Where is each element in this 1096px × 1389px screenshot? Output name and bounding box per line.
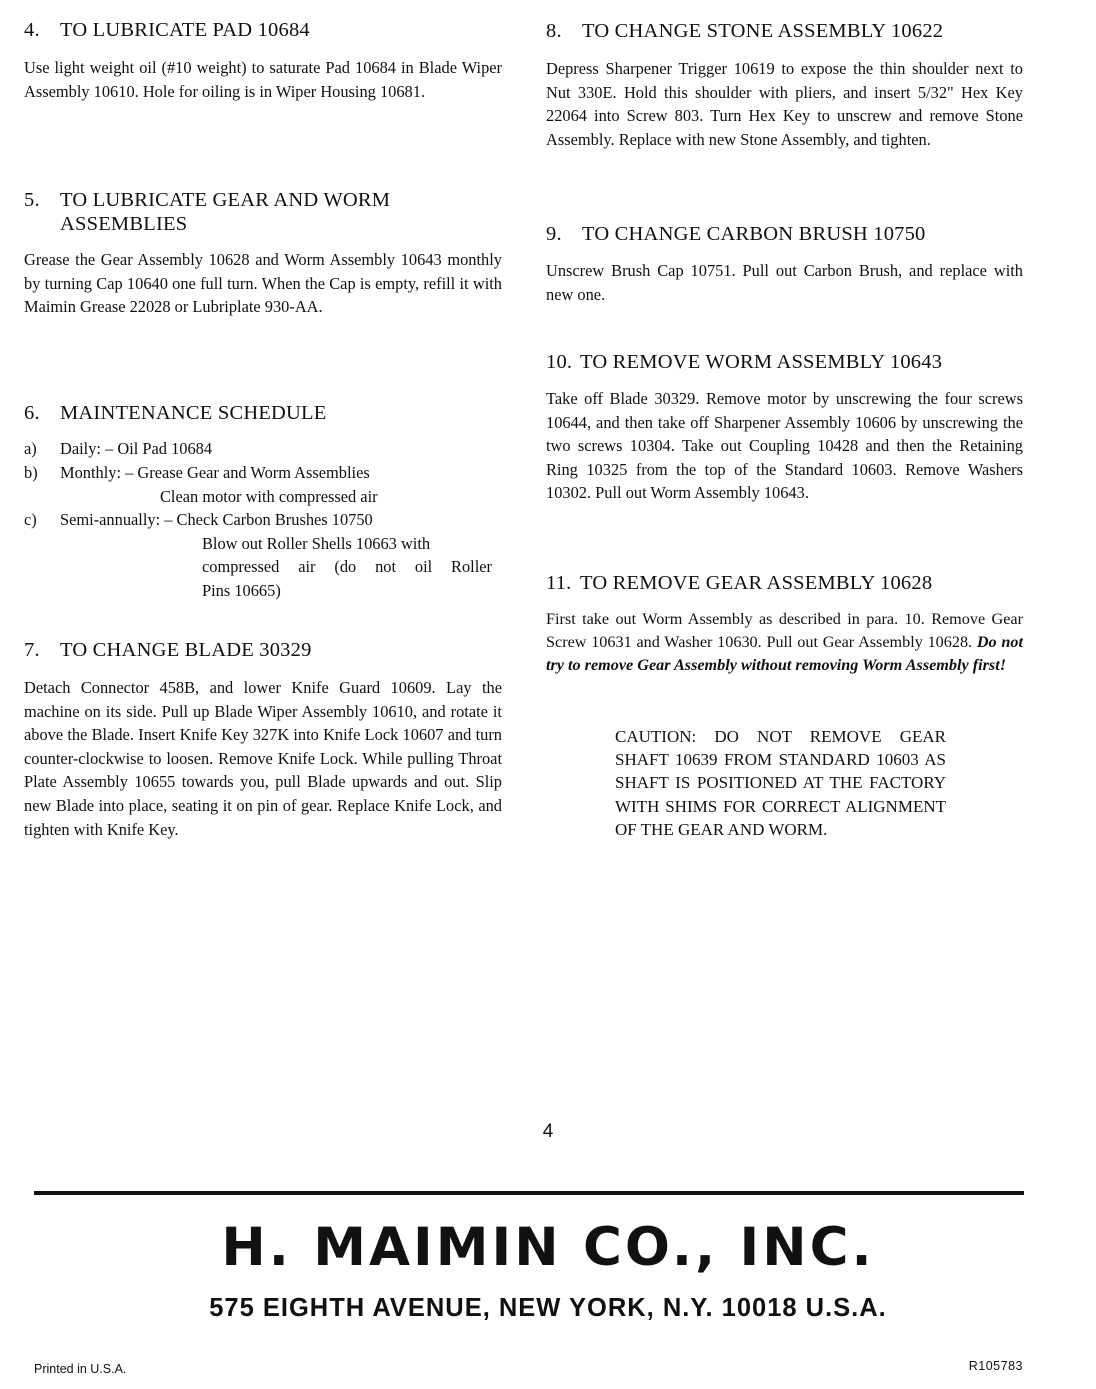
company-address: 575 EIGHTH AVENUE, NEW YORK, N.Y. 10018 U.S.A. bbox=[209, 1294, 887, 1322]
section-7-body: Detach Connector 458B, and lower Knife Guard 10609. Lay the machine on its side. Pull up Blade Wiper Assembly 10610, and rotate it above the Blade. Insert Knife Key 327K into Knife Lock 10607 and turn counter-clockwise to loosen. Remove Knife Lock. While pulling Throat Plate Assembly 10655 towards you, pull Blade upwards and out. Slip new Blade into place, seating it on pin of gear. Replace Knife Lock, and tighten with Knife Key. bbox=[24, 678, 502, 839]
section-5-body: Grease the Gear Assembly 10628 and Worm Assembly 10643 monthly by turning Cap 10640 one full turn. When the Cap is empty, refill it with Maimin Grease 22028 or Lubriplate 930-AA. bbox=[24, 250, 502, 317]
schedule-row-daily: a) Daily: – Oil Pad 10684 bbox=[24, 439, 213, 458]
section-4-heading: 4. TO LUBRICATE PAD 10684 bbox=[24, 19, 310, 41]
section-8 bbox=[546, 19, 1023, 151]
page-number: 4 bbox=[542, 1121, 554, 1142]
schedule-row-semiannual: c) Semi-annually: – Check Carbon Brushes 10750 Blow out Roller Shells 10663 with compressed air (do not oil Roller Pins 10665) bbox=[24, 510, 492, 600]
section-8-heading: 8. TO CHANGE STONE ASSEMBLY 10622 bbox=[546, 20, 944, 42]
company-name: H. MAIMIN CO., INC. bbox=[221, 1217, 875, 1278]
caution-notice: CAUTION: DO NOT REMOVE GEAR SHAFT 10639 FROM STANDARD 10603 AS SHAFT IS POSITIONED AT THE FACTORY WITH SHIMS FOR CORRECT ALIGNMENT OF THE GEAR AND WORM. bbox=[615, 727, 946, 839]
section-11 bbox=[546, 571, 1023, 676]
section-4-body: Use light weight oil (#10 weight) to saturate Pad 10684 in Blade Wiper Assembly 10610. Hole for oiling is in Wiper Housing 10681. bbox=[24, 58, 502, 101]
section-5 bbox=[24, 188, 502, 319]
footer-rule bbox=[34, 1191, 1024, 1195]
section-6 bbox=[24, 401, 502, 603]
section-8-body: Depress Sharpener Trigger 10619 to expose the thin shoulder next to Nut 330E. Hold this shoulder with pliers, and insert 5/32" Hex Key 22064 into Screw 803. Turn Hex Key to unscrew and remove Stone Assembly. Replace with new Stone Assembly, and tighten. bbox=[546, 59, 1023, 149]
section-9 bbox=[546, 222, 1023, 306]
document-code: R105783 bbox=[968, 1359, 1023, 1373]
printed-in-note: Printed in U.S.A. bbox=[34, 1362, 127, 1376]
section-10-body: Take off Blade 30329. Remove motor by unscrewing the four screws 10644, and then take off Sharpener Assembly 10606 by unscrewing the two screws 10304. Take out Coupling 10428 and then the Retaining Ring 10325 from the top of the Standard 10603. Remove Washers 10302. Pull out Worm Assembly 10643. bbox=[546, 389, 1023, 503]
section-11-heading: 11. TO REMOVE GEAR ASSEMBLY 10628 bbox=[546, 572, 933, 594]
section-5-heading: 5. TO LUBRICATE GEAR AND WORM ASSEMBLIES bbox=[24, 189, 391, 235]
section-9-heading: 9. TO CHANGE CARBON BRUSH 10750 bbox=[546, 223, 926, 245]
section-10-heading: 10. TO REMOVE WORM ASSEMBLY 10643 bbox=[546, 351, 943, 373]
section-9-body: Unscrew Brush Cap 10751. Pull out Carbon Brush, and replace with new one. bbox=[546, 261, 1023, 304]
section-7 bbox=[24, 638, 502, 841]
section-11-body: First take out Worm Assembly as described in para. 10. Remove Gear Screw 10631 and Washer 10630. Pull out Gear Assembly 10628. Do not try to remove Gear Assembly without removing Worm Assembly first! bbox=[546, 610, 1023, 674]
schedule-row-monthly: b) Monthly: – Grease Gear and Worm Assemblies Clean motor with compressed air bbox=[24, 463, 378, 506]
section-4 bbox=[24, 18, 502, 103]
section-7-heading: 7. TO CHANGE BLADE 30329 bbox=[24, 639, 312, 661]
section-6-heading: 6. MAINTENANCE SCHEDULE bbox=[24, 402, 327, 424]
section-10 bbox=[546, 350, 1023, 505]
section-11-warning: Do not try to remove Gear Assembly without removing Worm Assembly first! bbox=[546, 632, 1023, 674]
